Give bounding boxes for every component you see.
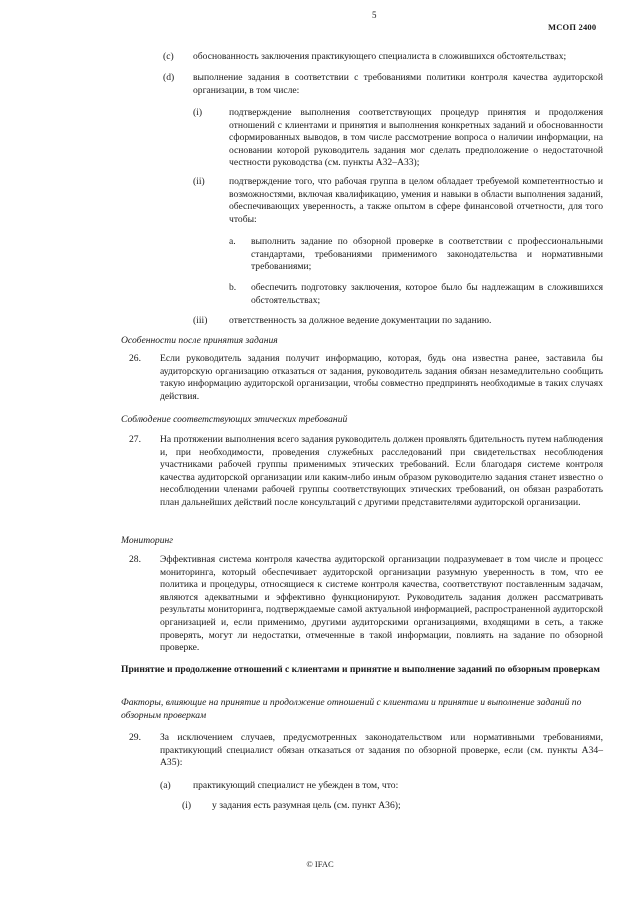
paragraph-number: 27. [129,434,141,445]
bold-section-heading: Принятие и продолжение отношений с клиентами и принятие и выполнение заданий по обзорным проверкам [121,664,600,675]
item-text: обоснованность заключения практикующего специалиста в сложившихся обстоятельствах; [193,51,567,62]
paragraph-text: Если руководитель задания получит информацию, которая, будь она известна ранее, заставила бы аудиторскую организацию отказаться от задания, руководитель задания обязан незамедлительно сообщить такую информацию аудиторской организации, чтобы совместно предпринять необходимые в таких случаях действия. [160,353,603,402]
subitem-text: подтверждение того, что рабочая группа в целом обладает требуемой компетентностью и возможностями, включая квалификацию, умения и навыки в области выполнения заданий, обеспечивающих уверенность, а также опытом в сфере финансовой отчетности, для того чтобы: [229,176,603,225]
subitem-marker: (i) [193,107,203,118]
subsubitem-text: выполнить задание по обзорной проверке в соответствии с профессиональными стандартами, требованиями применимого законодательства и нормативными требованиями; [251,236,603,273]
section-heading: Особенности после принятия задания [121,335,278,346]
subsubitem-text: обеспечить подготовку заключения, которое было бы надлежащим в сложившихся обстоятельствах; [251,282,603,306]
subsubitem-marker: a. [229,236,236,247]
subitem-marker: (iii) [193,315,208,326]
item-text: выполнение задания в соответствии с требованиями политики контроля качества аудиторской организации, в том числе: [193,72,603,96]
paragraph-number: 28. [129,554,141,565]
subitem-text: у задания есть разумная цель (см. пункт А36); [212,800,401,811]
subitem-text: ответственность за должное ведение документации по заданию. [229,315,492,326]
page-number: 5 [372,10,377,20]
section-heading: Соблюдение соответствующих этических требований [121,414,348,425]
paragraph-number: 29. [129,732,141,743]
item-marker: (c) [163,51,174,62]
item-marker: (d) [163,72,175,83]
subitem-marker: (i) [182,800,192,811]
paragraph-number: 26. [129,353,141,364]
paragraph-text: Эффективная система контроля качества аудиторской организации подразумевает в том числе и процесс мониторинга, который обеспечивает аудиторской организации разумную уверенность в том, что ее политика и процедуры, относящиеся к системе контроля качества, соответствуют поставленным задачам, являются адекватными и эффективно функционируют. Руководитель задания должен рассматривать результаты мониторинга, подтверждаемые самой актуальной информацией, распространенной аудиторской организацией и, если применимо, другими аудиторскими организациями, входящими в сеть, а также проверять, могут ли недостатки, отмеченные в такой информации, повлиять на задание по обзорной проверке. [160,554,603,654]
copyright-footer: © IFAC [306,859,334,869]
item-marker: (a) [160,780,171,791]
document-code: МСОП 2400 [548,22,597,32]
section-heading: Мониторинг [121,535,174,546]
subsubitem-marker: b. [229,282,237,293]
section-heading: Факторы, влияющие на принятие и продолжение отношений с клиентами и принятие и выполнение заданий по обзорным проверкам [121,697,582,721]
subitem-marker: (ii) [193,176,205,187]
item-text: практикующий специалист не убежден в том, что: [193,780,399,791]
subitem-text: подтверждение выполнения соответствующих процедур принятия и продолжения отношений с клиентами и принятия и выполнения конкретных заданий и обоснованности сформированных выводов, в том числе рассмотрение вопроса о наличии информации, на основании которой руководитель задания мог сделать предположение о недостаточной честности руководства (см. пункты А32–А33); [229,107,603,169]
paragraph-text: За исключением случаев, предусмотренных законодательством или нормативными требованиями, практикующий специалист обязан отказаться от задания по обзорной проверке, если (см. пункты А34–А35): [160,732,603,769]
paragraph-text: На протяжении выполнения всего задания руководитель должен проявлять бдительность путем наблюдения и, при необходимости, проведения служебных расследований при свидетельствах несоблюдения участниками рабочей группы применимых этических требований. Если благодаря системе контроля качества аудиторской организации или каким-либо иным образом руководителю задания станет известно о несоблюдении членами рабочей группы соответствующих этических требований, он обязан разработать план дальнейших действий после консультаций с другими представителями аудиторской организации. [160,434,603,508]
